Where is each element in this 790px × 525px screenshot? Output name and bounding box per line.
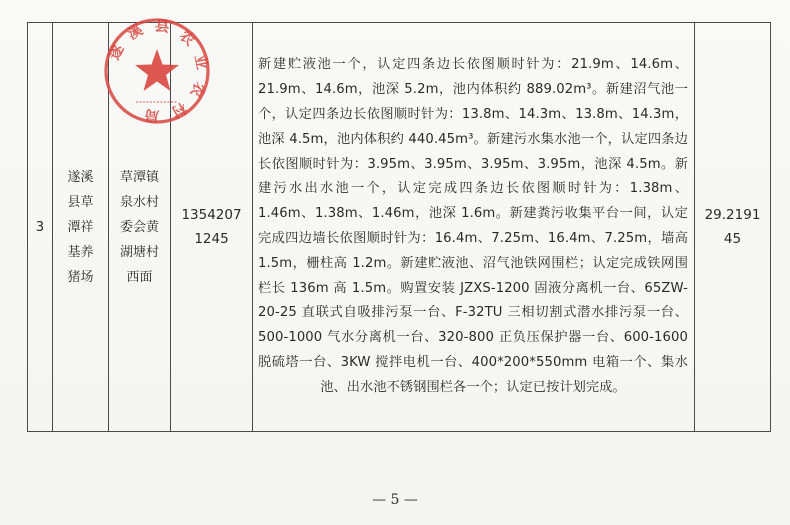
row-index-cell xyxy=(28,23,53,432)
amount-cell xyxy=(695,23,771,432)
subsidy-amount: 29.219145 xyxy=(704,206,761,247)
farm-name: 遂溪县草潭祥基养猪场 xyxy=(67,169,94,285)
svg-text:遂溪县农业农村局: 遂溪县农业农村局 xyxy=(106,18,210,124)
address-cell xyxy=(109,23,171,432)
phone-number: 13542071245 xyxy=(181,206,242,247)
row-index: 3 xyxy=(35,219,45,235)
table-row xyxy=(28,23,771,432)
farm-name-cell xyxy=(53,23,109,432)
farm-address: 草潭镇泉水村委会黄湖塘村西面 xyxy=(119,169,159,285)
data-table xyxy=(27,22,771,432)
phone-cell xyxy=(171,23,253,432)
page-number: — 5 — xyxy=(372,492,418,508)
description-cell xyxy=(253,23,695,432)
construction-description: 新建贮液池一个，认定四条边长依图顺时针为：21.9m、14.6m、21.9m、14.6m，池深 5.2m，池内体积约 889.02m³。新建沼气池一个，认定四条边长依图顺时针为：13.8m、14.3m、13.8m、14.3m，池深 4.5m，池内体积约 440.45m³。新建污水集水池一个，认定四条边长依图顺时针为：3.95m、3.95m、3.95m、3.95m，池深 4.5m。新建污水出水池一个，认定完成四条边长依图顺时针为：1.38m、1.46m、1.38m、1.46m，池深 1.6m。新建粪污收集平台一间，认定完成四边墙长依图顺时针为：16.4m、7.25m、16.4m、7.25m，墙高 1.5m，栅柱高 1.2m。新建贮液池、沼气池铁网围栏；认定完成铁网围栏长 136m 高 1.5m。购置安装 JZXS-1200 固液分离机一台、65ZW-20-25 直联式自吸排污泵一台、F-32TU 三相切割式潜水排污泵一台、500-1000 气水分离机一台、320-800 正负压保护器一台、600-1600 脱硫塔一台、3KW 搅拌电机一台、400*200*550mm 电箱一个、集水池、出水池不锈钢围栏各一个；认定已按计划完成。 xyxy=(258,57,688,395)
